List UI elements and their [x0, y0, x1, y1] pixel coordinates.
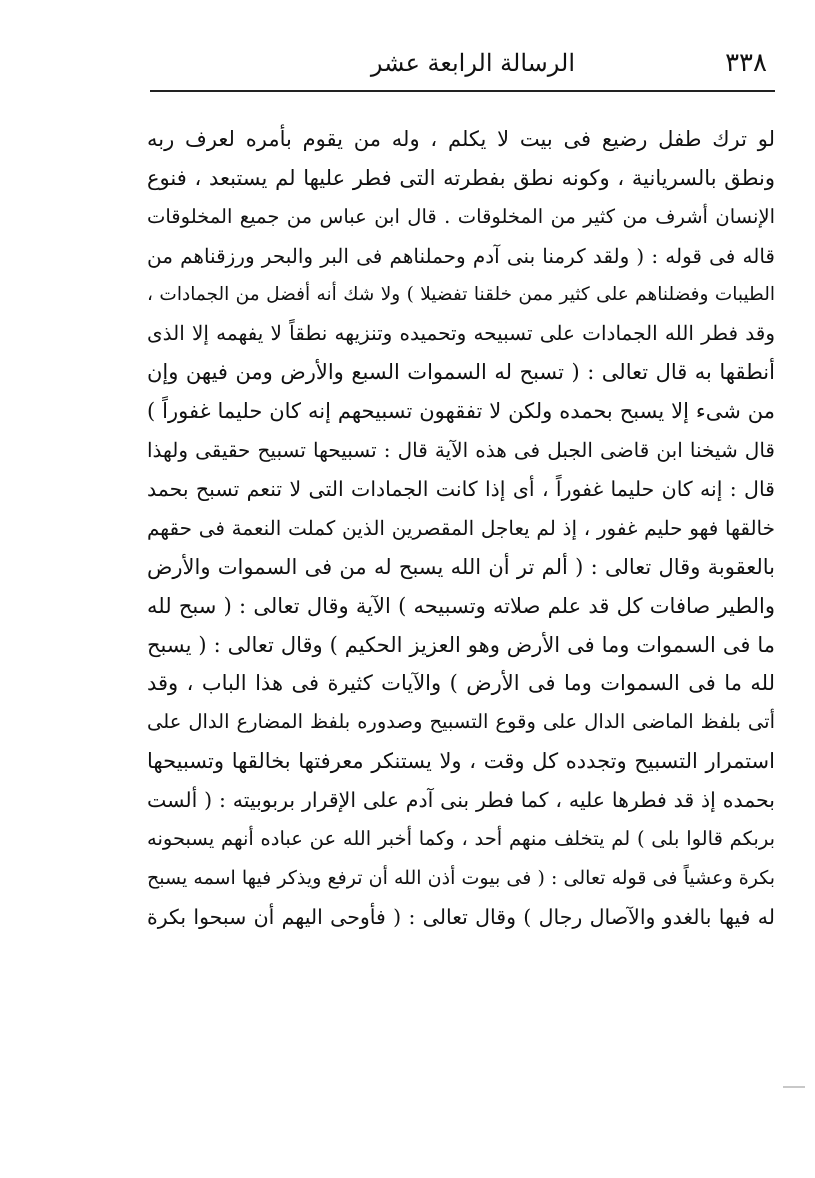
text-line: قال شيخنا ابن قاضى الجبل فى هذه الآية قال : تسبيحها تسبيح حقيقى ولهذا — [147, 438, 775, 463]
text-line: استمرار التسبيح وتجدده كل وقت ، ولا يستنكر معرفتها بخالقها وتسبيحها — [147, 749, 775, 774]
page-header — [150, 40, 775, 90]
header-rule — [150, 90, 775, 92]
text-line: لو ترك طفل رضيع فى بيت لا يكلم ، وله من يقوم بأمره لعرف ربه — [147, 127, 775, 151]
text-line: ما فى السموات وما فى الأرض وهو العزيز الحكيم ) وقال تعالى : ( يسبح — [147, 632, 775, 657]
text-line: ونطق بالسريانية ، وكونه نطق بفطرته التى فطر عليها لم يستبعد ، فنوع — [147, 165, 775, 190]
running-title: الرسالة الرابعة عشر — [370, 49, 575, 77]
text-line: أنطقها به قال تعالى : ( تسبح له السموات السبع والأرض ومن فيهن وإن — [147, 360, 775, 385]
text-line: من شىء إلا يسبح بحمده ولكن لا تفقهون تسبيحهم إنه كان حليما غفوراً ) — [147, 399, 775, 424]
text-line: والطير صافات كل قد علم صلاته وتسبيحه ) الآية وقال تعالى : ( سبح لله — [147, 593, 775, 618]
text-line: بكرة وعشياً فى قوله تعالى : ( فى بيوت أذن الله أن ترفع ويذكر فيها اسمه يسبح — [147, 866, 775, 889]
text-line: خالقها فهو حليم غفور ، إذ لم يعاجل المقصرين الذين كملت النعمة فى حقهم — [147, 515, 775, 540]
body-text — [147, 120, 775, 937]
text-line: بربكم قالوا بلى ) لم يتخلف منهم أحد ، وكما أخبر الله عن عباده أنهم يسبحونه — [147, 827, 775, 851]
text-line: بحمده إذ قد فطرها عليه ، كما فطر بنى آدم على الإقرار بربوبيته : ( ألست — [147, 788, 775, 813]
text-line: أتى بلفظ الماضى الدال على وقوع التسبيح وصدوره بلفظ المضارع الدال على — [147, 710, 775, 734]
text-line: قال : إنه كان حليما غفوراً ، أى إذا كانت الجمادات التى لا تنعم تسبح بحمد — [147, 477, 775, 502]
text-line: الطيبات وفضلناهم على كثير ممن خلقنا تفضيلا ) ولا شك أنه أفضل من الجمادات ، — [147, 283, 775, 305]
text-line: له فيها بالغدو والآصال رجال ) وقال تعالى : ( فأوحى اليهم أن سبحوا بكرة — [147, 904, 775, 929]
page-number: ٣٣٨ — [725, 48, 767, 78]
scan-artifact — [783, 1086, 805, 1088]
text-line: بالعقوبة وقال تعالى : ( ألم تر أن الله يسبح له من فى السموات والأرض — [147, 554, 775, 579]
text-line: وقد فطر الله الجمادات على تسبيحه وتحميده وتنزيهه نطقاً لا يفهمه إلا الذى — [147, 321, 775, 346]
text-line: الإنسان أشرف من كثير من المخلوقات . قال ابن عباس من جميع المخلوقات — [147, 204, 775, 228]
text-line: قاله فى قوله : ( ولقد كرمنا بنى آدم وحملناهم فى البر والبحر ورزقناهم من — [147, 243, 775, 268]
text-line: لله ما فى السموات وما فى الأرض ) والآيات كثيرة فى هذا الباب ، وقد — [147, 671, 775, 696]
